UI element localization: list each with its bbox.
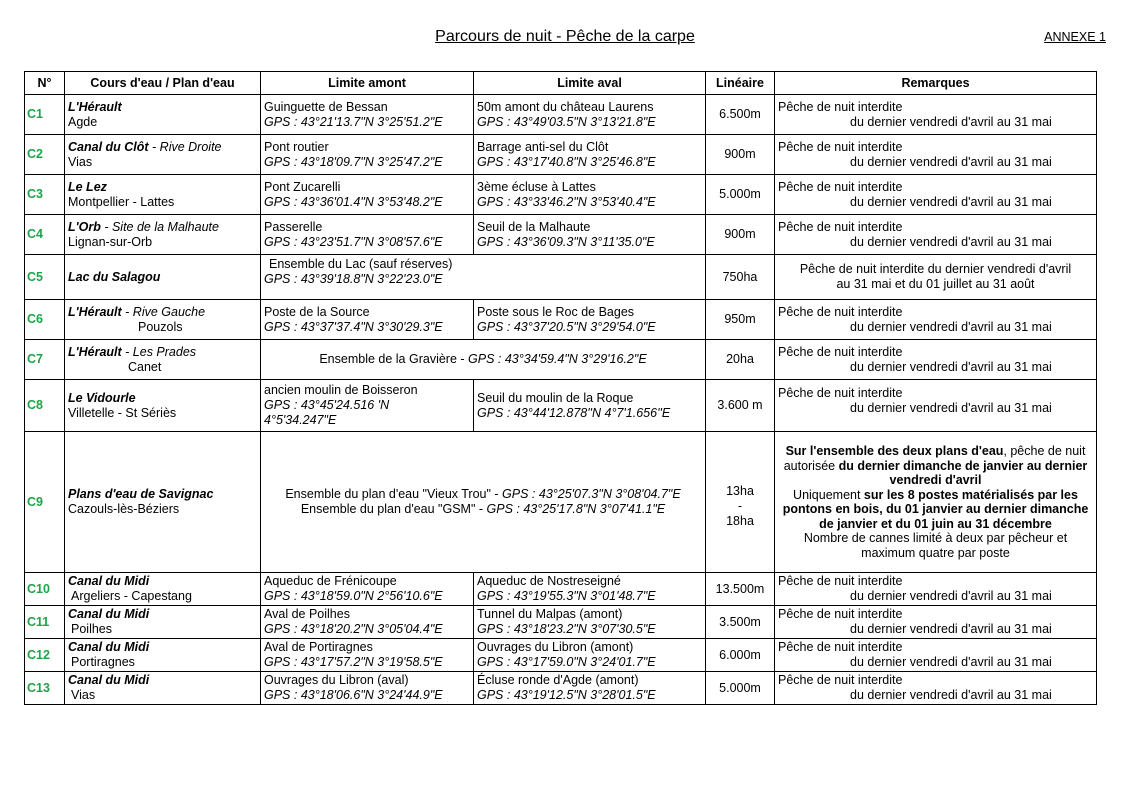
row-amont: Ouvrages du Libron (aval) GPS : 43°18'06.6"N 3°24'44.9"E xyxy=(261,672,474,705)
row-num: C1 xyxy=(25,95,65,135)
row-amont: ancien moulin de Boisseron GPS : 43°45'24.516 'N 4°5'34.247"E xyxy=(261,380,474,432)
row-amont: Passerelle GPS : 43°23'51.7"N 3°08'57.6"E xyxy=(261,215,474,255)
row-remarques: Pêche de nuit interdite du dernier vendredi d'avril au 31 mai xyxy=(775,300,1097,340)
row-aval: Tunnel du Malpas (amont) GPS : 43°18'23.2"N 3°07'30.5"E xyxy=(474,606,706,639)
row-aval: Seuil de la Malhaute GPS : 43°36'09.3"N 3°11'35.0"E xyxy=(474,215,706,255)
row-cours: Canal du Midi Portiragnes xyxy=(65,639,261,672)
row-cours: Canal du Midi Poilhes xyxy=(65,606,261,639)
row-amont: Guinguette de Bessan GPS : 43°21'13.7"N 3°25'51.2"E xyxy=(261,95,474,135)
row-amont: Poste de la Source GPS : 43°37'37.4"N 3°30'29.3"E xyxy=(261,300,474,340)
row-cours: L'Hérault - Les Prades Canet xyxy=(65,340,261,380)
row-remarques: Pêche de nuit interdite du dernier vendredi d'avril au 31 mai xyxy=(775,215,1097,255)
row-lineaire: 6.000m xyxy=(706,639,775,672)
row-aval: 3ème écluse à Lattes GPS : 43°33'46.2"N 3°53'40.4"E xyxy=(474,175,706,215)
row-num: C3 xyxy=(25,175,65,215)
row-remarques: Pêche de nuit interdite du dernier vendredi d'avril au 31 mai xyxy=(775,135,1097,175)
row-aval: Barrage anti-sel du Clôt GPS : 43°17'40.8"N 3°25'46.8"E xyxy=(474,135,706,175)
row-lineaire: 13ha - 18ha xyxy=(706,432,775,573)
row-remarques: Pêche de nuit interdite du dernier vendredi d'avril au 31 mai xyxy=(775,95,1097,135)
row-aval: Seuil du moulin de la Roque GPS : 43°44'12.878''N 4°7'1.656''E xyxy=(474,380,706,432)
parcours-table xyxy=(24,71,1097,705)
row-num: C5 xyxy=(25,255,65,300)
header-cours: Cours d'eau / Plan d'eau xyxy=(65,72,261,95)
header-amont: Limite amont xyxy=(261,72,474,95)
row-remarques: Pêche de nuit interdite du dernier vendredi d'avril au 31 mai xyxy=(775,340,1097,380)
row-lineaire: 5.000m xyxy=(706,175,775,215)
table-row xyxy=(25,606,1097,639)
row-amont: Aval de Poilhes GPS : 43°18'20.2"N 3°05'04.4"E xyxy=(261,606,474,639)
row-cours: L'Orb - Site de la Malhaute Lignan-sur-Orb xyxy=(65,215,261,255)
row-limite: Ensemble de la Gravière - GPS : 43°34'59.4"N 3°29'16.2"E xyxy=(261,340,706,380)
row-cours: Canal du Clôt - Rive Droite Vias xyxy=(65,135,261,175)
table-row xyxy=(25,340,1097,380)
row-remarques: Pêche de nuit interdite du dernier vendredi d'avril au 31 mai xyxy=(775,672,1097,705)
row-cours: Canal du Midi Argeliers - Capestang xyxy=(65,573,261,606)
row-lineaire: 3.600 m xyxy=(706,380,775,432)
table-row xyxy=(25,135,1097,175)
row-num: C11 xyxy=(25,606,65,639)
row-remarques: Pêche de nuit interdite du dernier vendredi d'avril au 31 mai xyxy=(775,573,1097,606)
row-aval: Aqueduc de Nostreseigné GPS : 43°19'55.3"N 3°01'48.7"E xyxy=(474,573,706,606)
row-aval: Écluse ronde d'Agde (amont) GPS : 43°19'12.5"N 3°28'01.5"E xyxy=(474,672,706,705)
row-amont: Pont Zucarelli GPS : 43°36'01.4"N 3°53'48.2"E xyxy=(261,175,474,215)
table-header xyxy=(25,72,1097,95)
table-row xyxy=(25,300,1097,340)
row-lineaire: 13.500m xyxy=(706,573,775,606)
table-row xyxy=(25,95,1097,135)
row-aval: Poste sous le Roc de Bages GPS : 43°37'20.5"N 3°29'54.0"E xyxy=(474,300,706,340)
table-row xyxy=(25,215,1097,255)
row-aval: Ouvrages du Libron (amont) GPS : 43°17'59.0"N 3°24'01.7"E xyxy=(474,639,706,672)
row-amont: Pont routier GPS : 43°18'09.7"N 3°25'47.2"E xyxy=(261,135,474,175)
table-row xyxy=(25,639,1097,672)
row-remarques: Pêche de nuit interdite du dernier vendredi d'avril au 31 mai xyxy=(775,606,1097,639)
row-num: C9 xyxy=(25,432,65,573)
row-num: C10 xyxy=(25,573,65,606)
header-aval: Limite aval xyxy=(474,72,706,95)
row-cours: Le Lez Montpellier - Lattes xyxy=(65,175,261,215)
row-num: C4 xyxy=(25,215,65,255)
row-lineaire: 750ha xyxy=(706,255,775,300)
table-row xyxy=(25,672,1097,705)
row-remarques: Sur l'ensemble des deux plans d'eau, pêche de nuit autorisée du dernier dimanche de janvier au dernier vendredi d'avril Uniquement sur les 8 postes matérialisés par les pontons en bois, du 01 janvier au dernier dimanche de janvier et du 01 juin au 31 décembre Nombre de cannes limité à deux par pêcheur et maximum quatre par poste xyxy=(775,432,1097,573)
row-remarques: Pêche de nuit interdite du dernier vendredi d'avril au 31 mai et du 01 juillet au 31 août xyxy=(775,255,1097,300)
row-remarques: Pêche de nuit interdite du dernier vendredi d'avril au 31 mai xyxy=(775,175,1097,215)
row-lineaire: 20ha xyxy=(706,340,775,380)
row-num: C2 xyxy=(25,135,65,175)
row-limite: Ensemble du Lac (sauf réserves) GPS : 43°39'18.8"N 3°22'23.0"E xyxy=(261,255,706,300)
row-lineaire: 950m xyxy=(706,300,775,340)
annexe-label: ANNEXE 1 xyxy=(1044,30,1106,44)
row-lineaire: 900m xyxy=(706,135,775,175)
row-remarques: Pêche de nuit interdite du dernier vendredi d'avril au 31 mai xyxy=(775,639,1097,672)
row-limite: Ensemble du plan d'eau "Vieux Trou" - GPS : 43°25'07.3"N 3°08'04.7"E Ensemble du plan d'eau "GSM" - GPS : 43°25'17.8"N 3°07'41.1"E xyxy=(261,432,706,573)
table-row xyxy=(25,175,1097,215)
row-num: C12 xyxy=(25,639,65,672)
header-num: N° xyxy=(25,72,65,95)
row-lineaire: 900m xyxy=(706,215,775,255)
row-lineaire: 6.500m xyxy=(706,95,775,135)
page-title: Parcours de nuit - Pêche de la carpe xyxy=(435,28,695,45)
row-cours: L'Hérault - Rive Gauche Pouzols xyxy=(65,300,261,340)
row-lineaire: 5.000m xyxy=(706,672,775,705)
table-row xyxy=(25,432,1097,573)
row-amont: Aval de Portiragnes GPS : 43°17'57.2"N 3°19'58.5"E xyxy=(261,639,474,672)
row-remarques: Pêche de nuit interdite du dernier vendredi d'avril au 31 mai xyxy=(775,380,1097,432)
row-num: C13 xyxy=(25,672,65,705)
row-cours: Le Vidourle Villetelle - St Sériès xyxy=(65,380,261,432)
header-remarques: Remarques xyxy=(775,72,1097,95)
row-aval: 50m amont du château Laurens GPS : 43°49'03.5"N 3°13'21.8"E xyxy=(474,95,706,135)
table-row xyxy=(25,380,1097,432)
row-cours: Plans d'eau de Savignac Cazouls-lès-Béziers xyxy=(65,432,261,573)
row-amont: Aqueduc de Frénicoupe GPS : 43°18'59.0"N 2°56'10.6"E xyxy=(261,573,474,606)
row-cours: Canal du Midi Vias xyxy=(65,672,261,705)
row-cours: L'Hérault Agde xyxy=(65,95,261,135)
header-lineaire: Linéaire xyxy=(706,72,775,95)
row-cours: Lac du Salagou xyxy=(65,255,261,300)
table-row xyxy=(25,255,1097,300)
row-lineaire: 3.500m xyxy=(706,606,775,639)
table-row xyxy=(25,573,1097,606)
row-num: C6 xyxy=(25,300,65,340)
row-num: C8 xyxy=(25,380,65,432)
row-num: C7 xyxy=(25,340,65,380)
